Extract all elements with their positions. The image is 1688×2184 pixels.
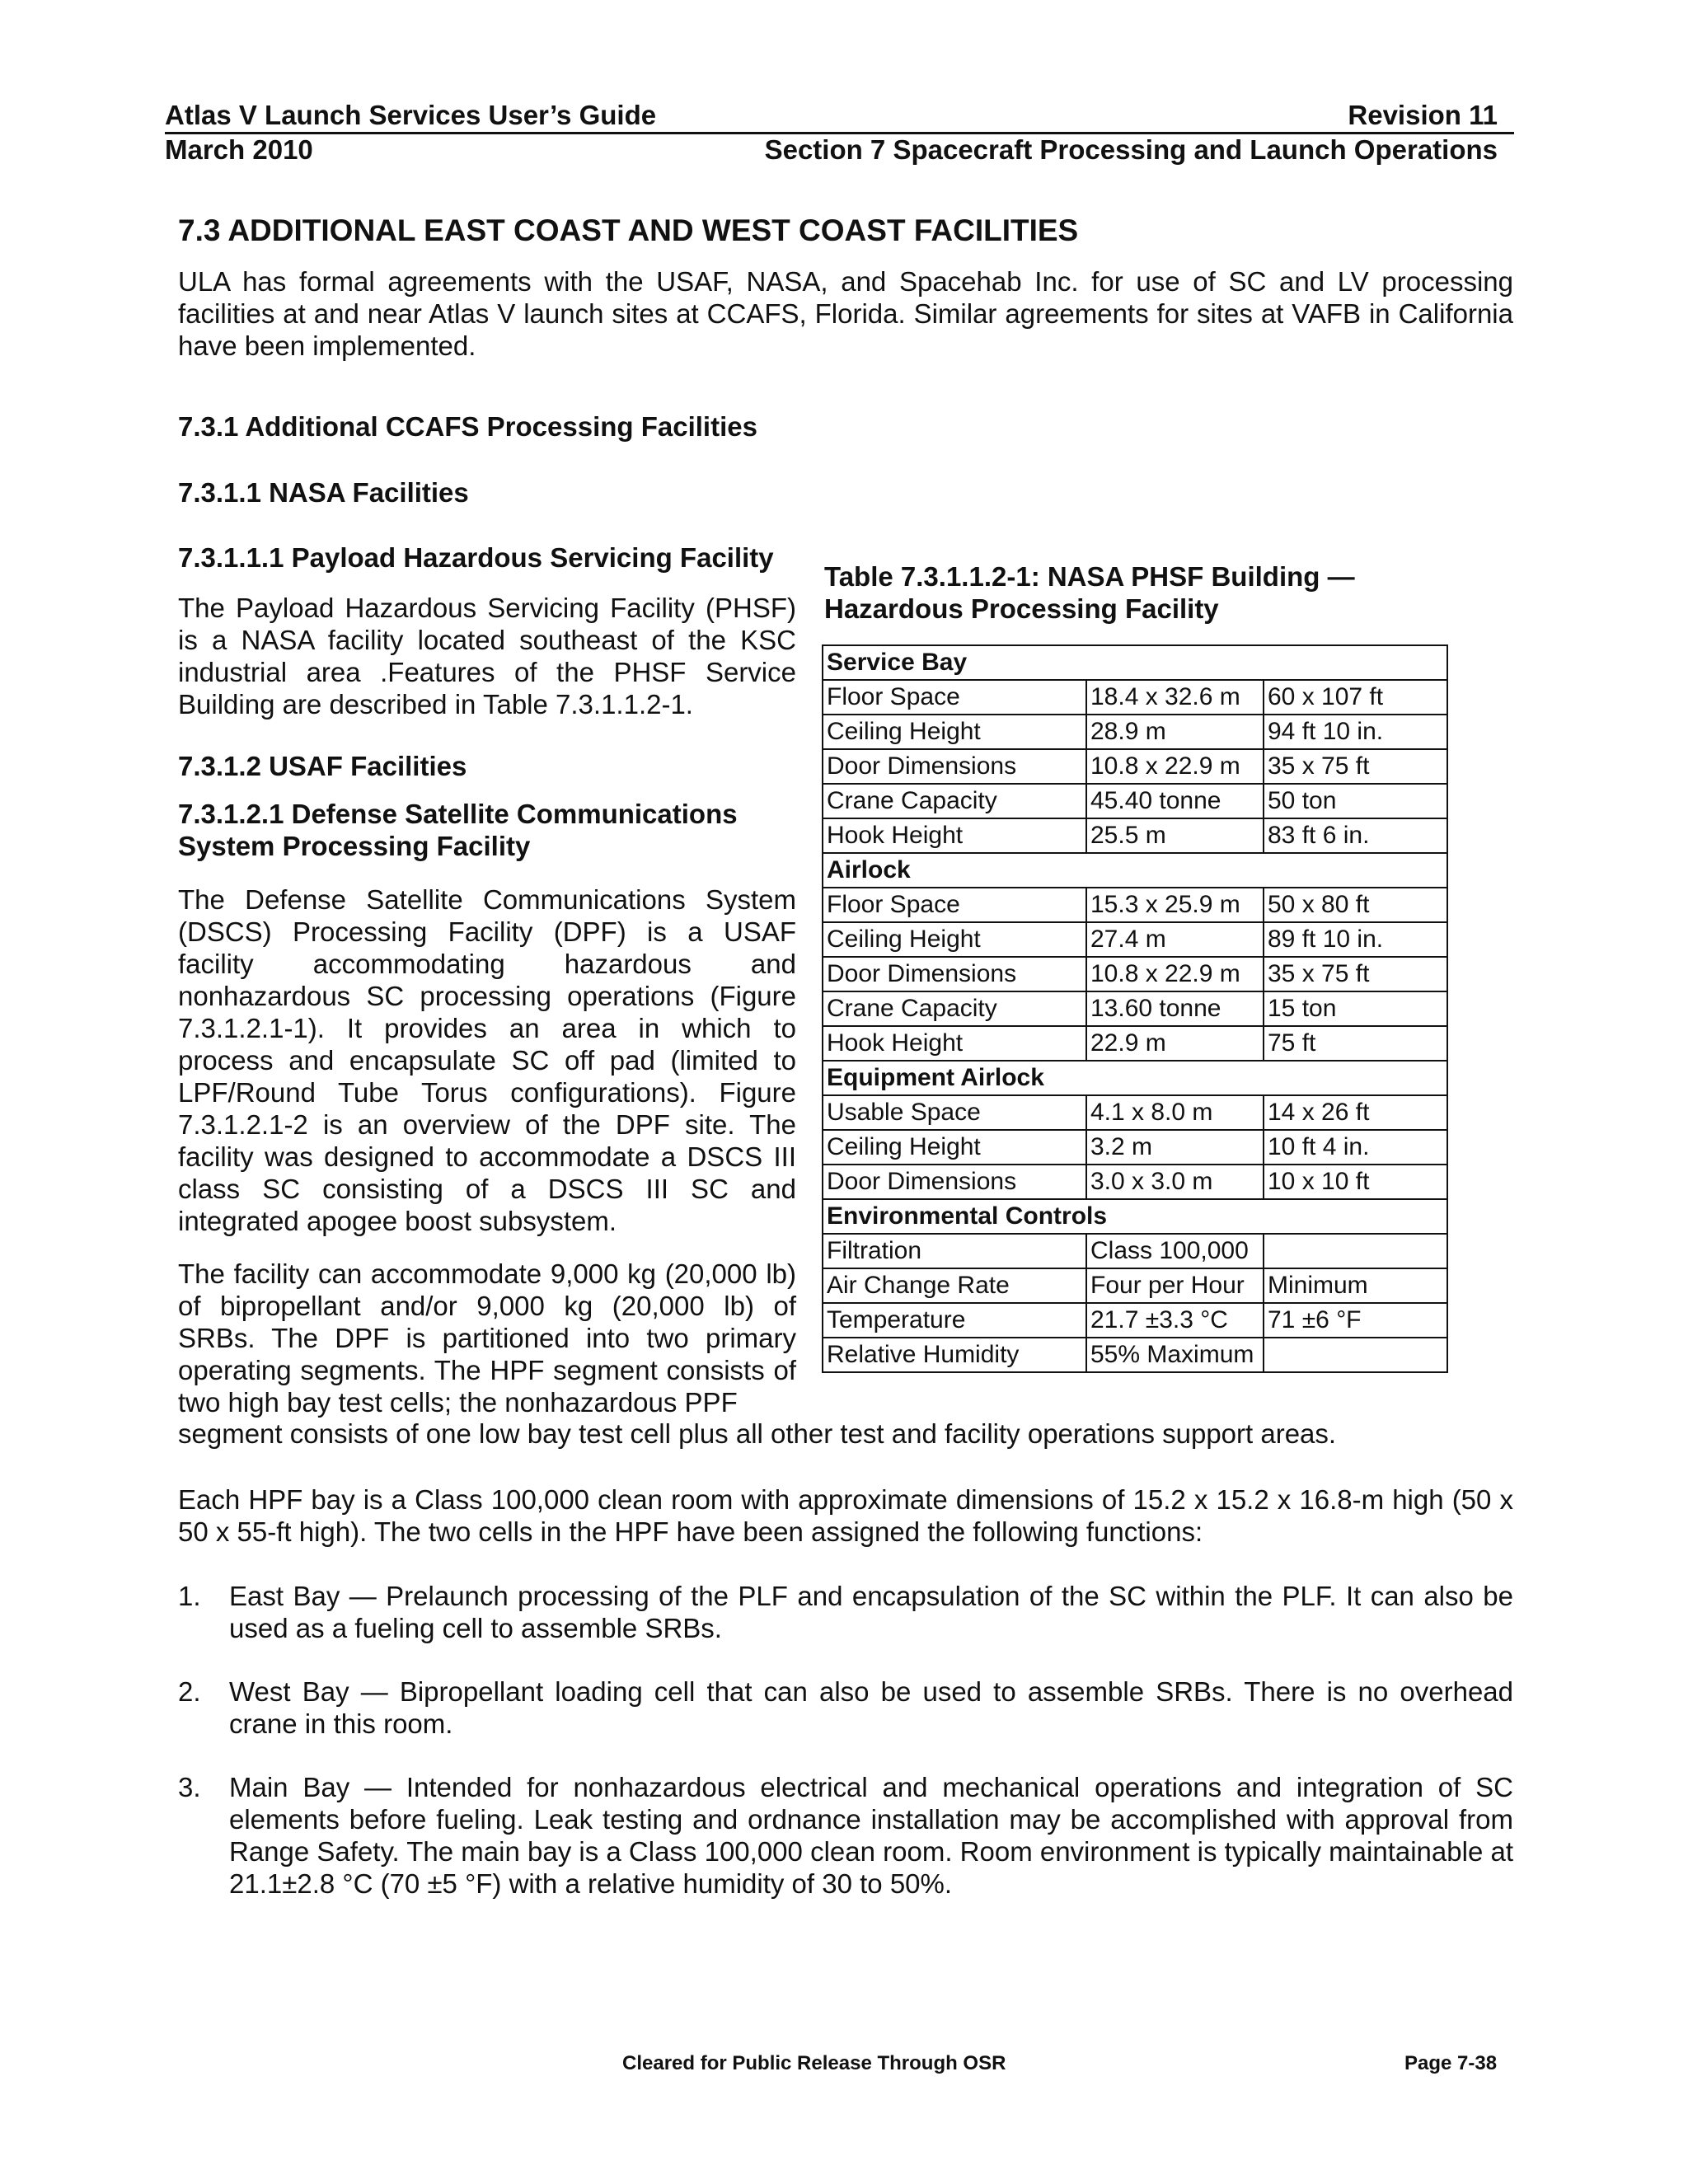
table-cell: Door Dimensions [823, 749, 1086, 784]
table-cell: Ceiling Height [823, 922, 1086, 957]
revision-label: Revision 11 [1348, 100, 1498, 130]
table-cell: 13.60 tonne [1086, 991, 1264, 1026]
table-cell: 35 x 75 ft [1264, 749, 1447, 784]
table-cell: Temperature [823, 1303, 1086, 1338]
page-number: Page 7-38 [1404, 2052, 1498, 2074]
table-caption-line-2: Hazardous Processing Facility [824, 593, 1219, 624]
section-heading-7-3-1-2-1 [178, 798, 738, 862]
table-section-row [823, 1061, 1447, 1095]
table-cell: 21.7 ±3.3 °C [1086, 1303, 1264, 1338]
table-cell: Hook Height [823, 818, 1086, 853]
table-row [823, 1268, 1447, 1303]
table-cell: 71 ±6 °F [1264, 1303, 1447, 1338]
table-cell: Air Change Rate [823, 1268, 1086, 1303]
section-7-3-paragraph: ULA has formal agreements with the USAF, NASA, and Spacehab Inc. for use of SC and LV processing facilities at and near Atlas V launch sites at CCAFS, Florida. Similar agreements for sites at VAFB in California have been implemented. [178, 266, 1513, 361]
table-cell: 35 x 75 ft [1264, 957, 1447, 991]
table-row [823, 922, 1447, 957]
table-cell: 50 ton [1264, 784, 1447, 818]
table-row [823, 1095, 1447, 1130]
dpf-paragraph-1: The Defense Satellite Communications System (DSCS) Processing Facility (DPF) is a USAF facility accommodating hazardous and nonhazardous SC processing operations (Figure 7.3.1.2.1-1). It provides an area in which to process and encapsulate SC off pad (limited to LPF/Round Tube Torus configurations). Figure 7.3.1.2.1-2 is an overview of the DPF site. The facility was designed to accommodate a DSCS III class SC consisting of a DSCS III SC and integrated apogee boost subsystem. [178, 884, 796, 1236]
table-row [823, 1303, 1447, 1338]
table-row [823, 715, 1447, 749]
document-title: Atlas V Launch Services User’s Guide [165, 100, 657, 130]
table-cell: Door Dimensions [823, 1165, 1086, 1199]
table-cell: 3.0 x 3.0 m [1086, 1165, 1264, 1199]
table-cell: 10 ft 4 in. [1264, 1130, 1447, 1165]
table-row [823, 818, 1447, 853]
table-cell: Ceiling Height [823, 715, 1086, 749]
table-cell: 4.1 x 8.0 m [1086, 1095, 1264, 1130]
header-divider [165, 132, 1514, 134]
table-cell: 28.9 m [1086, 715, 1264, 749]
table-cell: 10 x 10 ft [1264, 1165, 1447, 1199]
table-cell: 83 ft 6 in. [1264, 818, 1447, 853]
table-row [823, 888, 1447, 922]
phsf-table [822, 644, 1448, 1373]
table-cell: Crane Capacity [823, 784, 1086, 818]
list-text: Main Bay — Intended for nonhazardous electrical and mechanical operations and integration of SC elements before fueling. Leak testing and ordnance installation may be accomplished with approval from Range Safety. The main bay is a Class 100,000 clean room. Room environment is typically maintainable at 21.1±2.8 °C (70 ±5 °F) with a relative humidity of 30 to 50%. [229, 1772, 1513, 1899]
section-label: Section 7 Spacecraft Processing and Launch Operations [764, 134, 1498, 165]
table-cell: Crane Capacity [823, 991, 1086, 1026]
table-cell: Door Dimensions [823, 957, 1086, 991]
table-cell: Relative Humidity [823, 1338, 1086, 1372]
table-row [823, 680, 1447, 715]
table-cell: Hook Height [823, 1026, 1086, 1061]
table-cell: 10.8 x 22.9 m [1086, 957, 1264, 991]
table-cell: 15 ton [1264, 991, 1447, 1026]
table-cell: 60 x 107 ft [1264, 680, 1447, 715]
list-text: West Bay — Bipropellant loading cell that can also be used to assemble SRBs. There is no overhead crane in this room. [229, 1676, 1513, 1739]
table-row [823, 957, 1447, 991]
table-section-row [823, 645, 1447, 680]
table-cell: 45.40 tonne [1086, 784, 1264, 818]
hpf-paragraph: Each HPF bay is a Class 100,000 clean room with approximate dimensions of 15.2 x 15.2 x 16.8-m high (50 x 50 x 55-ft high). The two cells in the HPF have been assigned the following functions: [178, 1484, 1513, 1547]
table-row [823, 1234, 1447, 1268]
release-notice: Cleared for Public Release Through OSR [622, 2052, 1006, 2074]
table-cell: 14 x 26 ft [1264, 1095, 1447, 1130]
table-cell: 27.4 m [1086, 922, 1264, 957]
table-cell: Four per Hour [1086, 1268, 1264, 1303]
table-cell: Floor Space [823, 888, 1086, 922]
table-section-title: Equipment Airlock [823, 1061, 1447, 1095]
table-cell: Minimum [1264, 1268, 1447, 1303]
table-cell [1264, 1234, 1447, 1268]
table-row [823, 1026, 1447, 1061]
section-heading-7-3-1-1: 7.3.1.1 NASA Facilities [178, 477, 469, 508]
section-heading-7-3-1-2: 7.3.1.2 USAF Facilities [178, 751, 467, 781]
heading-line-2: System Processing Facility [178, 831, 531, 861]
list-number: 1. [178, 1581, 201, 1611]
table-cell: Filtration [823, 1234, 1086, 1268]
table-cell: 94 ft 10 in. [1264, 715, 1447, 749]
table-cell [1264, 1338, 1447, 1372]
list-number: 3. [178, 1772, 201, 1802]
table-cell: 25.5 m [1086, 818, 1264, 853]
table-section-title: Service Bay [823, 645, 1447, 680]
section-heading-7-3: 7.3 ADDITIONAL EAST COAST AND WEST COAST FACILITIES [178, 213, 1079, 247]
list-text: East Bay — Prelaunch processing of the PLF and encapsulation of the SC within the PLF. It can also be used as a fueling cell to assemble SRBs. [229, 1581, 1513, 1643]
table-row [823, 991, 1447, 1026]
table-cell: 50 x 80 ft [1264, 888, 1447, 922]
table-cell: Class 100,000 [1086, 1234, 1264, 1268]
dpf-paragraph-2-continued: segment consists of one low bay test cell plus all other test and facility operations support areas. [178, 1418, 1337, 1449]
phsf-paragraph: The Payload Hazardous Servicing Facility (PHSF) is a NASA facility located southeast of the KSC industrial area .Features of the PHSF Service Building are described in Table 7.3.1.1.2-1. [178, 593, 796, 719]
table-cell: 10.8 x 22.9 m [1086, 749, 1264, 784]
table-cell: 18.4 x 32.6 m [1086, 680, 1264, 715]
section-heading-7-3-1: 7.3.1 Additional CCAFS Processing Facilities [178, 411, 757, 442]
table-row [823, 784, 1447, 818]
heading-line-1: 7.3.1.2.1 Defense Satellite Communications [178, 799, 738, 829]
table-section-row [823, 1199, 1447, 1234]
table-cell: 89 ft 10 in. [1264, 922, 1447, 957]
table-section-title: Environmental Controls [823, 1199, 1447, 1234]
table-cell: Ceiling Height [823, 1130, 1086, 1165]
list-number: 2. [178, 1676, 201, 1707]
table-section-title: Airlock [823, 853, 1447, 888]
table-row [823, 749, 1447, 784]
table-cell: 22.9 m [1086, 1026, 1264, 1061]
table-cell: 55% Maximum [1086, 1338, 1264, 1372]
dpf-paragraph-2: The facility can accommodate 9,000 kg (20,000 lb) of bipropellant and/or 9,000 kg (20,000 lb) of SRBs. The DPF is partitioned into two primary operating segments. The HPF segment consists of two high bay test cells; the nonhazardous PPF [178, 1258, 796, 1418]
table-cell: Usable Space [823, 1095, 1086, 1130]
table-cell: 3.2 m [1086, 1130, 1264, 1165]
table-cell: 75 ft [1264, 1026, 1447, 1061]
table-cell: Floor Space [823, 680, 1086, 715]
document-date: March 2010 [165, 134, 313, 165]
table-caption-line-1: Table 7.3.1.1.2-1: NASA PHSF Building — [824, 561, 1355, 592]
table-section-row [823, 853, 1447, 888]
table-caption [824, 560, 1451, 625]
table-row [823, 1338, 1447, 1372]
section-heading-7-3-1-1-1: 7.3.1.1.1 Payload Hazardous Servicing Facility [178, 542, 774, 573]
table-cell: 15.3 x 25.9 m [1086, 888, 1264, 922]
table-row [823, 1165, 1447, 1199]
table-row [823, 1130, 1447, 1165]
